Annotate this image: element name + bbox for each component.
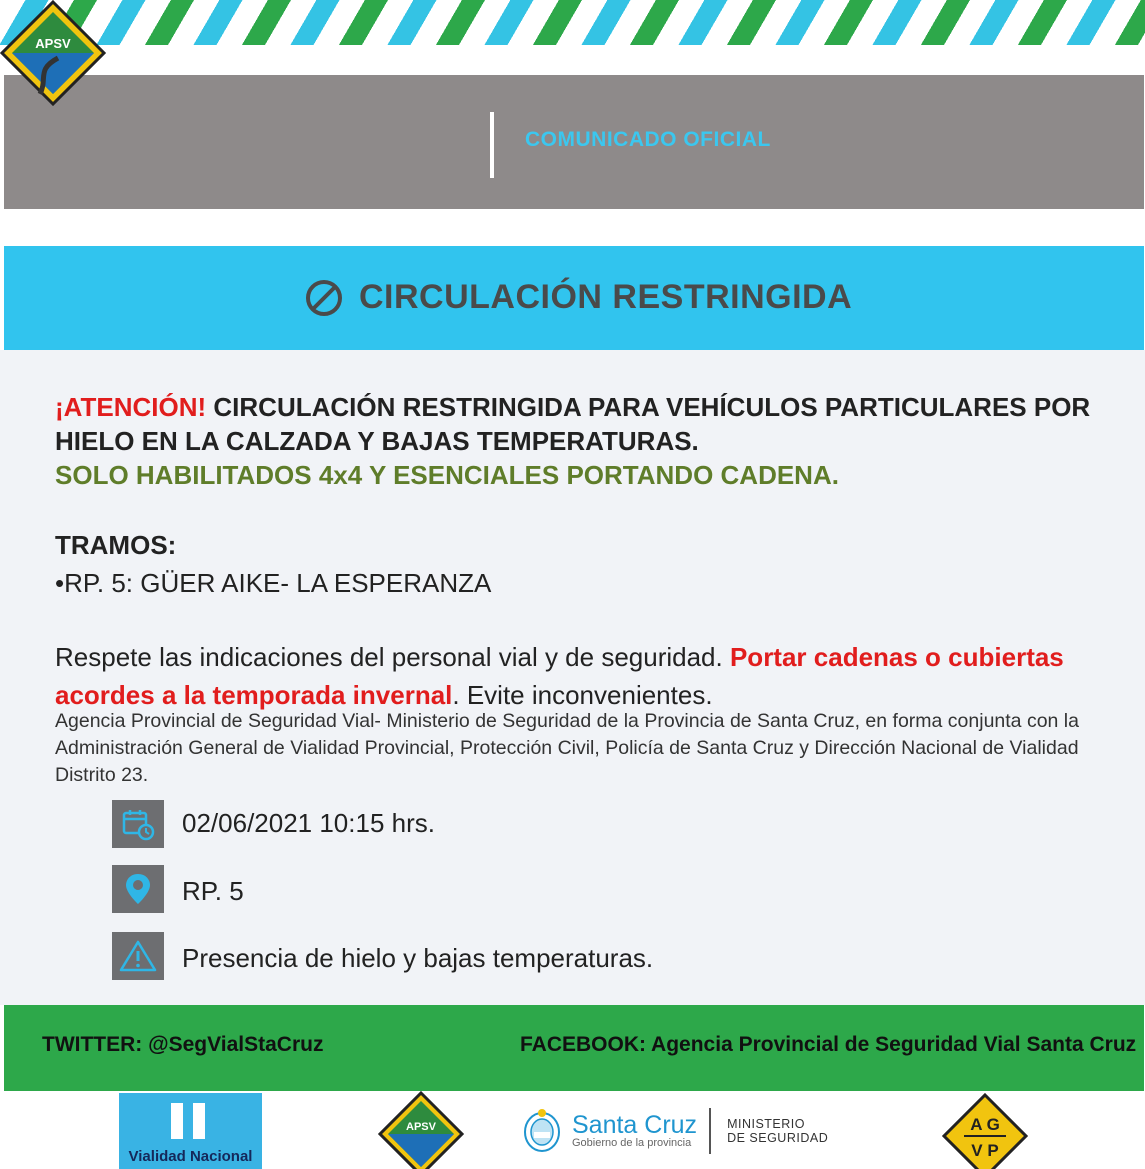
- twitter-link[interactable]: TWITTER: @SegVialStaCruz: [42, 1033, 324, 1056]
- attention-label: ¡ATENCIÓN!: [55, 392, 207, 422]
- tramos-label: TRAMOS:: [55, 530, 177, 560]
- info-warning-text: Presencia de hielo y bajas temperaturas.: [182, 943, 654, 973]
- vialidad-nacional-logo: Vialidad Nacional: [119, 1093, 262, 1169]
- prohibited-icon: [305, 279, 343, 317]
- svg-text:APSV: APSV: [406, 1121, 436, 1133]
- location-pin-icon: [112, 865, 164, 913]
- warning-icon: [112, 932, 164, 980]
- respete-text-b: . Evite inconvenientes.: [452, 680, 713, 710]
- comunicado-oficial-label: COMUNICADO OFICIAL: [525, 128, 771, 151]
- respete-paragraph: [55, 638, 1115, 714]
- svg-text:APSV: APSV: [35, 36, 71, 51]
- facebook-link[interactable]: FACEBOOK: Agencia Provincial de Seguridad Vial Santa Cruz: [520, 1033, 1137, 1056]
- respete-text-red: Portar cadenas o cubiertas acordes a la temporada invernal: [55, 642, 1064, 710]
- agencia-text: Agencia Provincial de Seguridad Vial- Ministerio de Seguridad de la Provincia de Santa Cruz, en forma conjunta con la Administración General de Vialidad Provincial, Protección Civil, Policía de Santa Cruz y Dirección Nacional de Vialidad Distrito 23.: [55, 710, 1079, 786]
- apsv-logo: [0, 0, 106, 106]
- attention-paragraph: [55, 390, 1115, 492]
- info-location-text: RP. 5: [182, 876, 244, 906]
- svg-text:A G: A G: [970, 1115, 1000, 1134]
- tramo-item: •RP. 5: GÜER AIKE- LA ESPERANZA: [55, 568, 492, 598]
- band-title: [305, 278, 852, 317]
- attention-text: CIRCULACIÓN RESTRINGIDA PARA VEHÍCULOS PARTICULARES POR HIELO EN LA CALZADA Y BAJAS TEMPERATURAS.: [55, 392, 1091, 456]
- solo-habilitados-text: SOLO HABILITADOS 4x4 Y ESENCIALES PORTANDO CADENA.: [55, 460, 839, 490]
- agvp-logo: [942, 1093, 1028, 1169]
- apsv-logo-footer: [378, 1091, 464, 1169]
- info-date-text: 02/06/2021 10:15 hrs.: [182, 808, 435, 838]
- page-title: CIRCULACIÓN RESTRINGIDA: [359, 278, 853, 316]
- header-divider: [490, 112, 494, 178]
- calendar-clock-icon: [112, 800, 164, 848]
- svg-text:V P: V P: [971, 1141, 999, 1160]
- respete-text-a: Respete las indicaciones del personal vial y de seguridad.: [55, 642, 730, 672]
- santa-cruz-logo: Santa Cruz Gobierno de la provincia MINISTERIO DE SEGURIDAD: [522, 1108, 828, 1154]
- decorative-stripes: [0, 0, 1145, 45]
- santa-cruz-seal-icon: [522, 1108, 562, 1154]
